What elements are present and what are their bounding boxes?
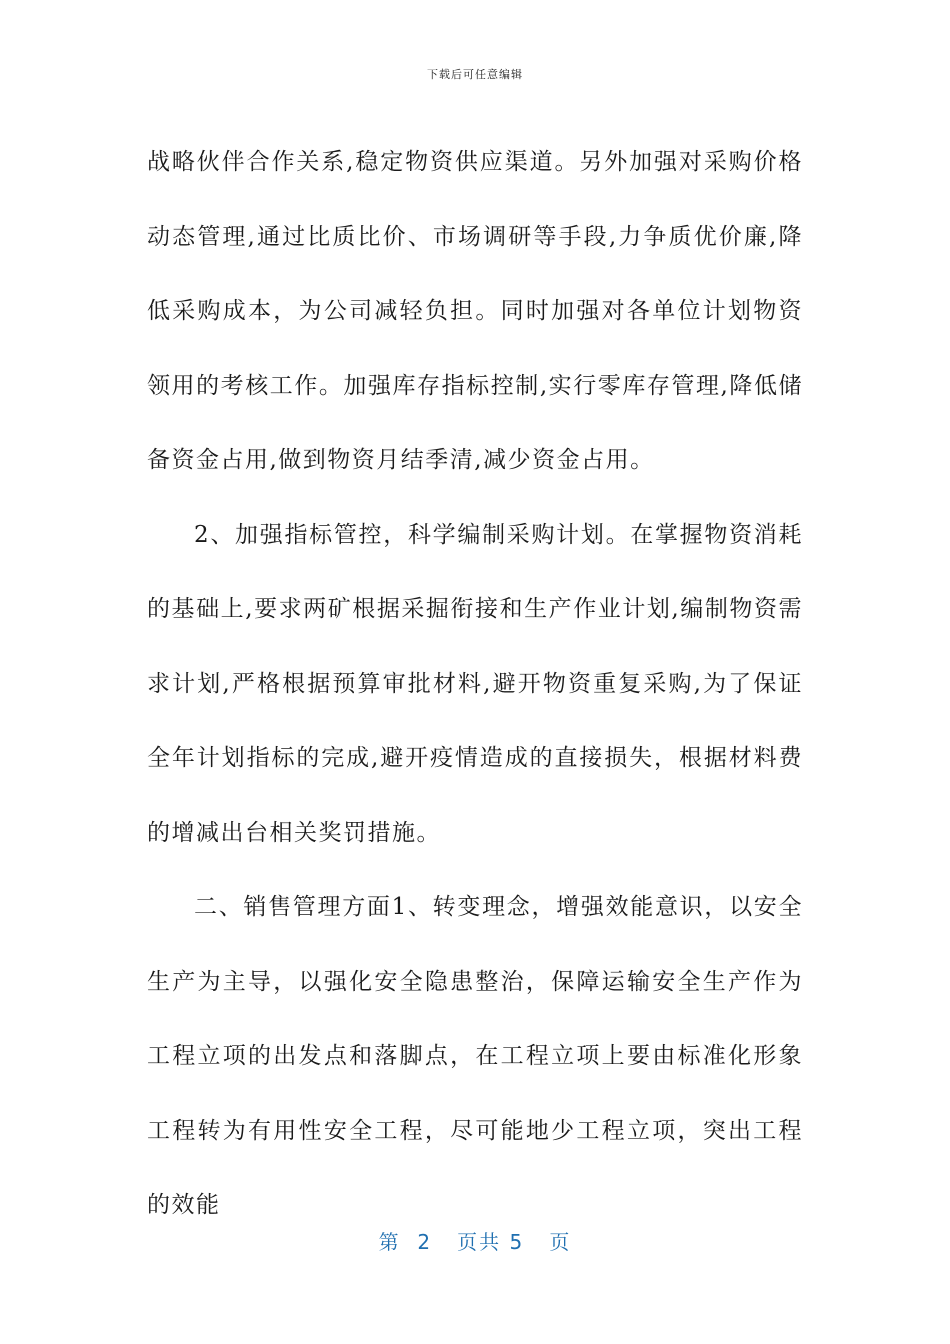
footer-suffix: 页: [549, 1230, 572, 1254]
paragraph-3: 二、销售管理方面1、转变理念，增强效能意识，以安全生产为主导，以强化安全隐患整治，保障运输安全生产作为工程立项的出发点和落脚点，在工程立项上要由标准化形象工程转为有用性安全工程，尽可能地少工程立项，突出工程的效能: [147, 894, 803, 1218]
footer-prefix: 第: [378, 1230, 401, 1254]
footer-total-pages: 5: [509, 1230, 525, 1254]
document-body: [147, 125, 803, 1243]
footer-current-page: 2: [417, 1230, 433, 1254]
paragraph-1: 战略伙伴合作关系,稳定物资供应渠道。另外加强对采购价格动态管理,通过比质比价、市场调研等手段,力争质优价廉,降低采购成本，为公司减轻负担。同时加强对各单位计划物资领用的考核工作。加强库存指标控制,实行零库存管理,降低储备资金占用,做到物资月结季清,减少资金占用。: [147, 149, 803, 473]
paragraph-2: 2、加强指标管控，科学编制采购计划。在掌握物资消耗的基础上,要求两矿根据采掘衔接和生产作业计划,编制物资需求计划,严格根据预算审批材料,避开物资重复采购,为了保证全年计划指标的完成,避开疫情造成的直接损失，根据材料费的增减出台相关奖罚措施。: [147, 521, 803, 846]
footer-middle: 页共: [457, 1230, 502, 1254]
page-number-footer: [0, 1226, 950, 1255]
page-header-note: 下载后可任意编辑: [427, 68, 523, 81]
